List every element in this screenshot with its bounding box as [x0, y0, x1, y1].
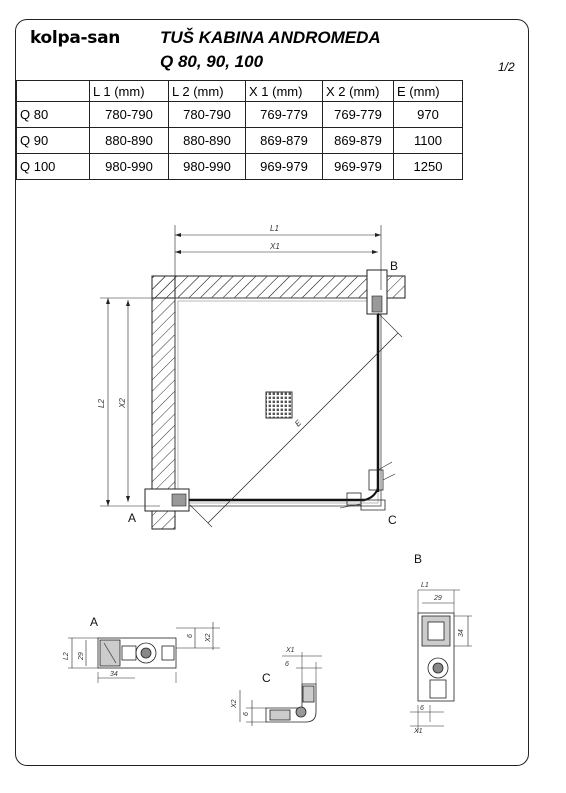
table-cell: Q 80: [17, 102, 90, 128]
detail-c-6a: 6: [285, 661, 289, 668]
detail-c: [240, 652, 322, 726]
table-cell: 970: [394, 102, 463, 128]
table-cell: 869-879: [246, 128, 323, 154]
table-cell: 969-979: [246, 154, 323, 180]
corner-b-label: B: [390, 259, 399, 273]
title-line-2: Q 80, 90, 100: [160, 52, 264, 71]
detail-a-x2: X2: [205, 633, 212, 642]
table-cell: 1100: [394, 128, 463, 154]
detail-a-34: 34: [110, 671, 118, 678]
detail-b-label: B: [414, 552, 423, 566]
label-x1: X1: [270, 242, 280, 251]
table-cell: 869-879: [323, 128, 394, 154]
detail-c-label: C: [262, 671, 271, 685]
table-cell: 780-790: [90, 102, 169, 128]
table-cell: 980-990: [169, 154, 246, 180]
detail-b-34: 34: [458, 629, 465, 637]
detail-a: [68, 622, 220, 683]
table-cell: 769-779: [323, 102, 394, 128]
detail-b-6: 6: [420, 705, 424, 712]
diagonal-e-dimension: [208, 333, 398, 523]
table-cell: Q 90: [17, 128, 90, 154]
floor-drain: [266, 392, 292, 418]
detail-b-l1: L1: [421, 582, 429, 589]
detail-a-label: A: [90, 615, 99, 629]
detail-b-x1: X1: [414, 728, 423, 735]
corner-a-label: A: [128, 511, 137, 525]
brand-logo: kolpa-san: [30, 28, 121, 48]
detail-a-29: 29: [78, 652, 85, 660]
label-e: E: [293, 418, 304, 429]
table-cell: 880-890: [169, 128, 246, 154]
table-cell: 1250: [394, 154, 463, 180]
floor-plan: [100, 225, 405, 529]
table-cell: 780-790: [169, 102, 246, 128]
table-header-cell: E (mm): [394, 81, 463, 102]
detail-c-x2: X2: [231, 699, 238, 708]
detail-b-29: 29: [434, 595, 442, 602]
label-x2: X2: [118, 398, 127, 408]
label-l1: L1: [270, 224, 279, 233]
detail-c-6b: 6: [243, 712, 250, 716]
detail-c-x1: X1: [286, 647, 295, 654]
detail-a-l2: L2: [63, 652, 70, 660]
table-header-cell: L 1 (mm): [90, 81, 169, 102]
table-cell: 880-890: [90, 128, 169, 154]
table-cell: 969-979: [323, 154, 394, 180]
corner-c-label: C: [388, 513, 397, 527]
table-cell: Q 100: [17, 154, 90, 180]
table-header-cell: L 2 (mm): [169, 81, 246, 102]
table-cell: 769-779: [246, 102, 323, 128]
table-header-cell: X 2 (mm): [323, 81, 394, 102]
page-number: 1/2: [498, 60, 515, 74]
table-header-cell: X 1 (mm): [246, 81, 323, 102]
label-l2: L2: [97, 399, 106, 408]
detail-a-6: 6: [187, 634, 194, 638]
title-line-1: TUŠ KABINA ANDROMEDA: [160, 28, 381, 47]
table-cell: 980-990: [90, 154, 169, 180]
